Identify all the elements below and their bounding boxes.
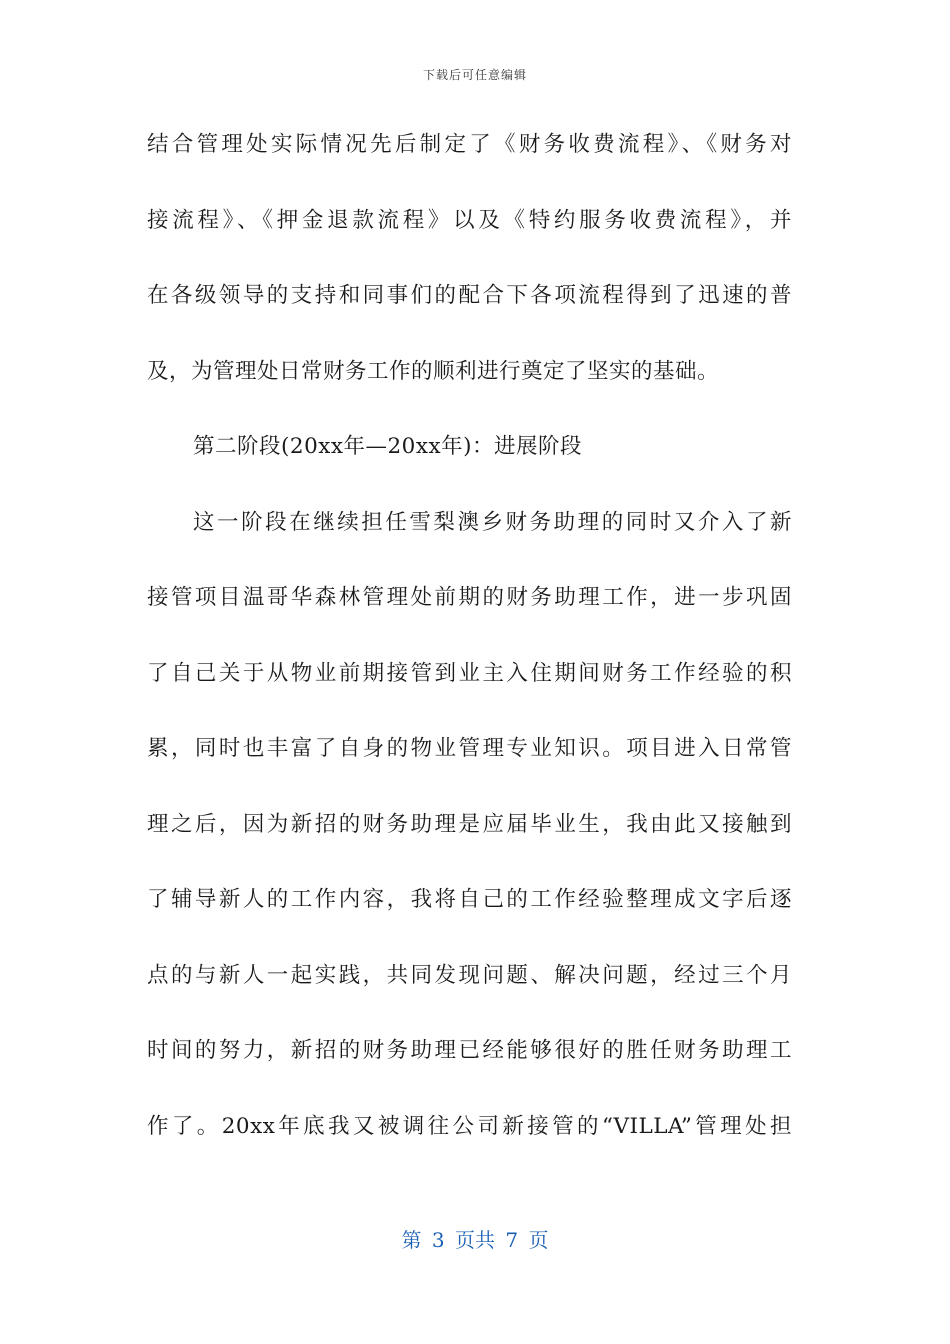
total-page-count: 7: [505, 1228, 519, 1252]
footer-suffix: 页: [528, 1228, 549, 1252]
paragraph-line: 接流程》、《押金退款流程》以及《特约服务收费流程》，并: [147, 207, 792, 233]
paragraph-line: 作了。20xx年底我又被调往公司新接管的“VILLA”管理处担: [147, 1113, 792, 1139]
paragraph-line: 点的与新人一起实践，共同发现问题、解决问题，经过三个月: [147, 962, 792, 988]
paragraph-line: 了自己关于从物业前期接管到业主入住期间财务工作经验的积: [147, 660, 792, 686]
paragraph-line: 在各级领导的支持和同事们的配合下各项流程得到了迅速的普: [147, 283, 792, 308]
section-heading: 第二阶段(20xx年—20xx年)：进展阶段: [193, 434, 582, 459]
paragraph-line: 理之后，因为新招的财务助理是应届毕业生，我由此又接触到: [147, 811, 792, 837]
document-body: [147, 120, 792, 1177]
paragraph-line: 结合管理处实际情况先后制定了《财务收费流程》、《财务对: [147, 132, 792, 157]
current-page-number: 3: [431, 1228, 445, 1252]
paragraph-line: 及，为管理处日常财务工作的顺利进行奠定了坚实的基础。: [147, 358, 720, 384]
page-header: 下载后可任意编辑: [422, 68, 527, 82]
footer-prefix: 第: [401, 1228, 422, 1252]
paragraph-line: 了辅导新人的工作内容，我将自己的工作经验整理成文字后逐: [147, 887, 792, 912]
paragraph-line: 累，同时也丰富了自身的物业管理专业知识。项目进入日常管: [147, 736, 792, 761]
paragraph-line: 接管项目温哥华森林管理处前期的财务助理工作，进一步巩固: [147, 585, 792, 610]
paragraph-line: 时间的努力，新招的财务助理已经能够很好的胜任财务助理工: [147, 1038, 792, 1063]
page-footer: [0, 1224, 950, 1253]
paragraph-line: 这一阶段在继续担任雪梨澳乡财务助理的同时又介入了新: [193, 509, 792, 535]
footer-middle: 页共: [455, 1228, 495, 1252]
